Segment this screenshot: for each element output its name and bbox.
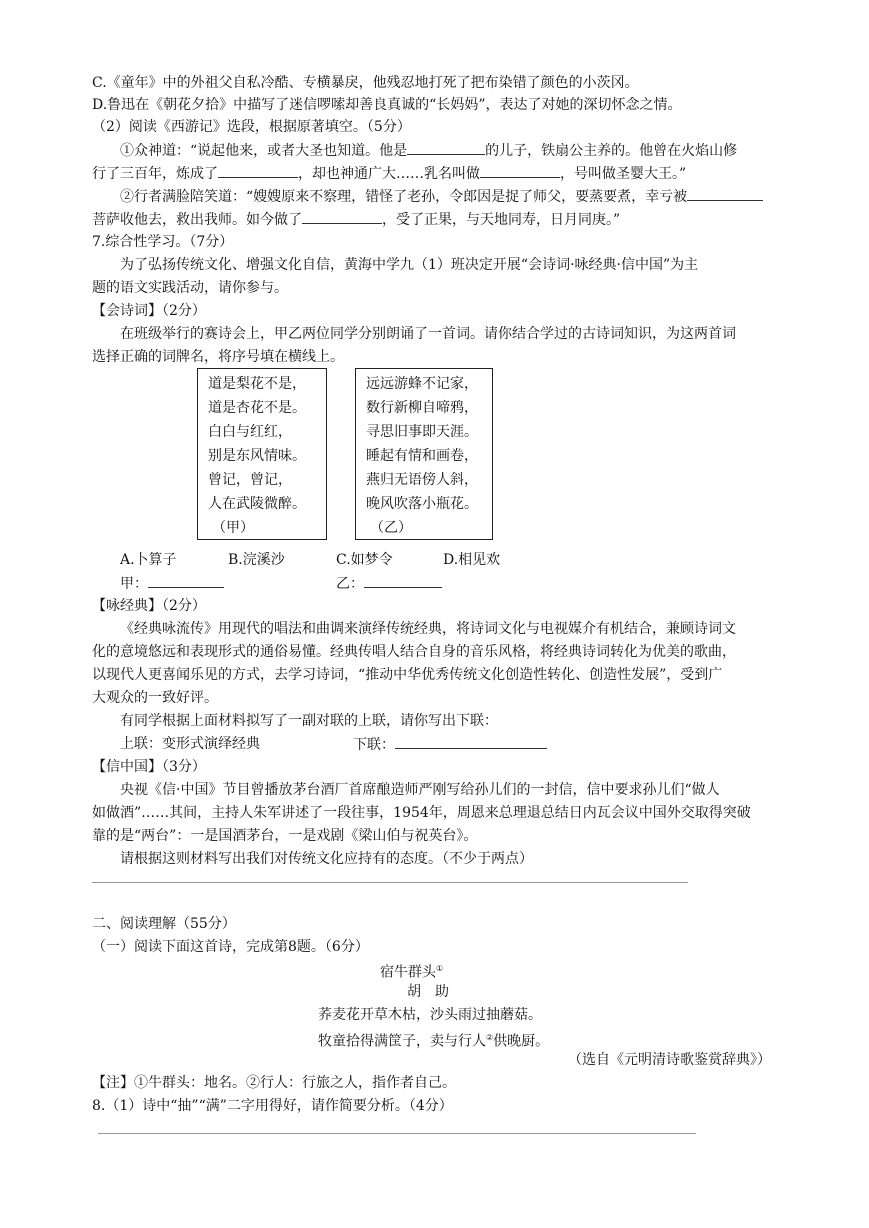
poem-line: 白白与红红， [208, 424, 292, 440]
section-title-shici: 【会诗词】（2分） [92, 303, 206, 319]
note-mark: ② [486, 1033, 494, 1042]
poem-line: 数行新柳自啼鸦， [366, 400, 478, 416]
text: 的儿子，铁扇公主养的。他曾在火焰山修 [485, 143, 738, 159]
poem-line: 别是东风情味。 [208, 448, 306, 464]
s2-text-line: 以现代人更喜闻乐见的方式，去学习诗词，“推动中华优秀传统文化创造性转化、创造性发展”，受到广 [92, 667, 723, 683]
poem-notes: 【注】①牛群头：地名。②行人：行旅之人，指作者自己。 [92, 1075, 456, 1091]
couplet-up: 上联：变形式演绎经典 [120, 736, 260, 752]
poem-author: 胡 助 [407, 984, 449, 1000]
couplet-down-blank[interactable] [395, 734, 547, 749]
poem-line-2 [318, 1028, 549, 1052]
s3-text-line: 央视《信·中国》节目曾播放茅台酒厂首席酿造师严刚写给孙儿们的一封信，信中要求孙儿们“做人 [120, 782, 720, 798]
poem-line: 燕归无语傍人斜， [366, 472, 478, 488]
option-c-cipai: C.如梦令 [336, 552, 393, 568]
text: ②行者满脸陪笑道：“嫂嫂原来不察理，错怪了老孙，令郎因是捉了师父，要蒸要煮，幸亏被 [120, 189, 688, 205]
poem-line-1: 荞麦花开草木枯，沙头雨过抽蘑菇。 [318, 1007, 542, 1023]
answer-yi-blank[interactable] [364, 573, 442, 588]
text: 牧童拾得满筐子，卖与行人 [318, 1033, 486, 1050]
answer-yi [336, 573, 442, 594]
blank-4[interactable] [687, 186, 763, 201]
text: 行了三百年，炼成了 [92, 166, 218, 182]
section-title-jingdian: 【咏经典】（2分） [92, 598, 206, 614]
poem-source: （选自《元明清诗歌鉴赏辞典》） [568, 1052, 771, 1068]
part-2-title: 二、阅读理解（55分） [92, 916, 236, 932]
title-text: 宿牛群头 [380, 964, 436, 981]
poem-box-jia [197, 368, 327, 540]
answer-jia [120, 573, 224, 594]
s3-text-line: 如做酒”……其间，主持人朱军讲述了一段往事，1954年，周恩来总理退总结日内瓦会议中国外交取得突破 [92, 805, 751, 821]
part-2-subtitle: （一）阅读下面这首诗，完成第8题。（6分） [92, 939, 369, 955]
answer-jia-blank[interactable] [148, 573, 224, 588]
s3-task: 请根据这则材料写出我们对传统文化应持有的态度。（不少于两点） [120, 851, 533, 867]
label: 甲： [120, 576, 148, 592]
s2-task: 有同学根据上面材料拟写了一副对联的上联，请你写出下联： [120, 713, 498, 729]
question-7-title: 7.综合性学习。（7分） [92, 234, 234, 250]
xiyouji-para-1-line-1 [120, 140, 737, 161]
option-a: A.卜算子 [120, 552, 177, 568]
answer-line-q8[interactable] [98, 1133, 696, 1134]
poem-label: （乙） [370, 520, 412, 536]
couplet-down [353, 734, 547, 755]
question-6-2: （2）阅读《西游记》选段，根据原著填空。（5分） [92, 119, 411, 135]
text: ①众神道：“说起他来，或者大圣也知道。他是 [120, 143, 408, 159]
poem-label: （甲） [212, 520, 254, 536]
option-c: C.《童年》中的外祖父自私冷酷、专横暴戾，他残忍地打死了把布染错了颜色的小茨冈。 [92, 75, 639, 91]
label: 乙： [336, 576, 364, 592]
s1-text-line-2: 选择正确的词牌名，将序号填在横线上。 [92, 349, 344, 365]
text: ，号叫做圣婴大王。” [560, 166, 687, 182]
note-mark: ① [436, 964, 444, 973]
text: 供晚厨。 [493, 1033, 550, 1050]
option-d: D.鲁迅在《朝花夕拾》中描写了迷信啰嗦却善良真诚的“长妈妈”，表达了对她的深切怀念之情。 [92, 97, 682, 113]
option-d-cipai: D.相见欢 [443, 552, 501, 568]
poem-box-yi [355, 368, 493, 540]
blank-1[interactable] [407, 140, 485, 155]
poem-line: 道是梨花不是， [208, 376, 306, 392]
poem-line: 人在武陵微醉。 [208, 496, 306, 512]
text: 菩萨收他去，救出我师。如今做了 [92, 212, 302, 228]
question-8: 8.（1）诗中“抽”“满”二字用得好，请作简要分析。（4分） [92, 1098, 453, 1114]
blank-3[interactable] [480, 163, 560, 178]
q7-intro-line-1: 为了弘扬传统文化、增强文化自信，黄海中学九（1）班决定开展“会诗词·咏经典·信中国”为主 [120, 257, 699, 273]
text: ，却也神通广大……乳名叫做 [298, 166, 480, 182]
text: ，受了正果，与天地同寿，日月同庚。” [382, 212, 621, 228]
answer-line-s3[interactable] [92, 882, 688, 883]
blank-5[interactable] [302, 209, 382, 224]
blank-2[interactable] [218, 163, 298, 178]
poem-line: 远远游蜂不记家， [366, 376, 478, 392]
xiyouji-para-1-line-2 [92, 163, 686, 184]
poem-line: 睡起有情和画卷， [366, 448, 478, 464]
poem-line: 道是杏花不是。 [208, 400, 306, 416]
q7-intro-line-2: 题的语文实践活动，请你参与。 [92, 280, 288, 296]
poem-line: 晚风吹落小瓶花。 [366, 496, 478, 512]
option-b: B.浣溪沙 [228, 552, 285, 568]
poem-line: 寻思旧事即天涯。 [366, 424, 478, 440]
label: 下联： [353, 737, 395, 753]
s2-text-line: 《经典咏流传》用现代的唱法和曲调来演绎传统经典，将诗词文化与电视媒介有机结合，兼顾诗词文 [120, 621, 736, 637]
s3-text-line: 靠的是“两台”：一是国酒茅台，一是戏剧《梁山伯与祝英台》。 [92, 828, 478, 844]
poem-line: 曾记，曾记， [208, 472, 292, 488]
xiyouji-para-2-line-2 [92, 209, 620, 230]
section-title-xinzhongguo: 【信中国】（3分） [92, 759, 206, 775]
s1-text-line-1: 在班级举行的赛诗会上，甲乙两位同学分别朗诵了一首词。请你结合学过的古诗词知识，为这两首词 [120, 326, 736, 342]
xiyouji-para-2-line-1 [120, 186, 763, 207]
s2-text-line: 大观众的一致好评。 [92, 690, 218, 706]
s2-text-line: 化的意境悠远和表现形式的通俗易懂。经典传唱人结合自身的音乐风格，将经典诗词转化为优美的歌曲， [92, 644, 736, 660]
poem-title [380, 959, 443, 983]
